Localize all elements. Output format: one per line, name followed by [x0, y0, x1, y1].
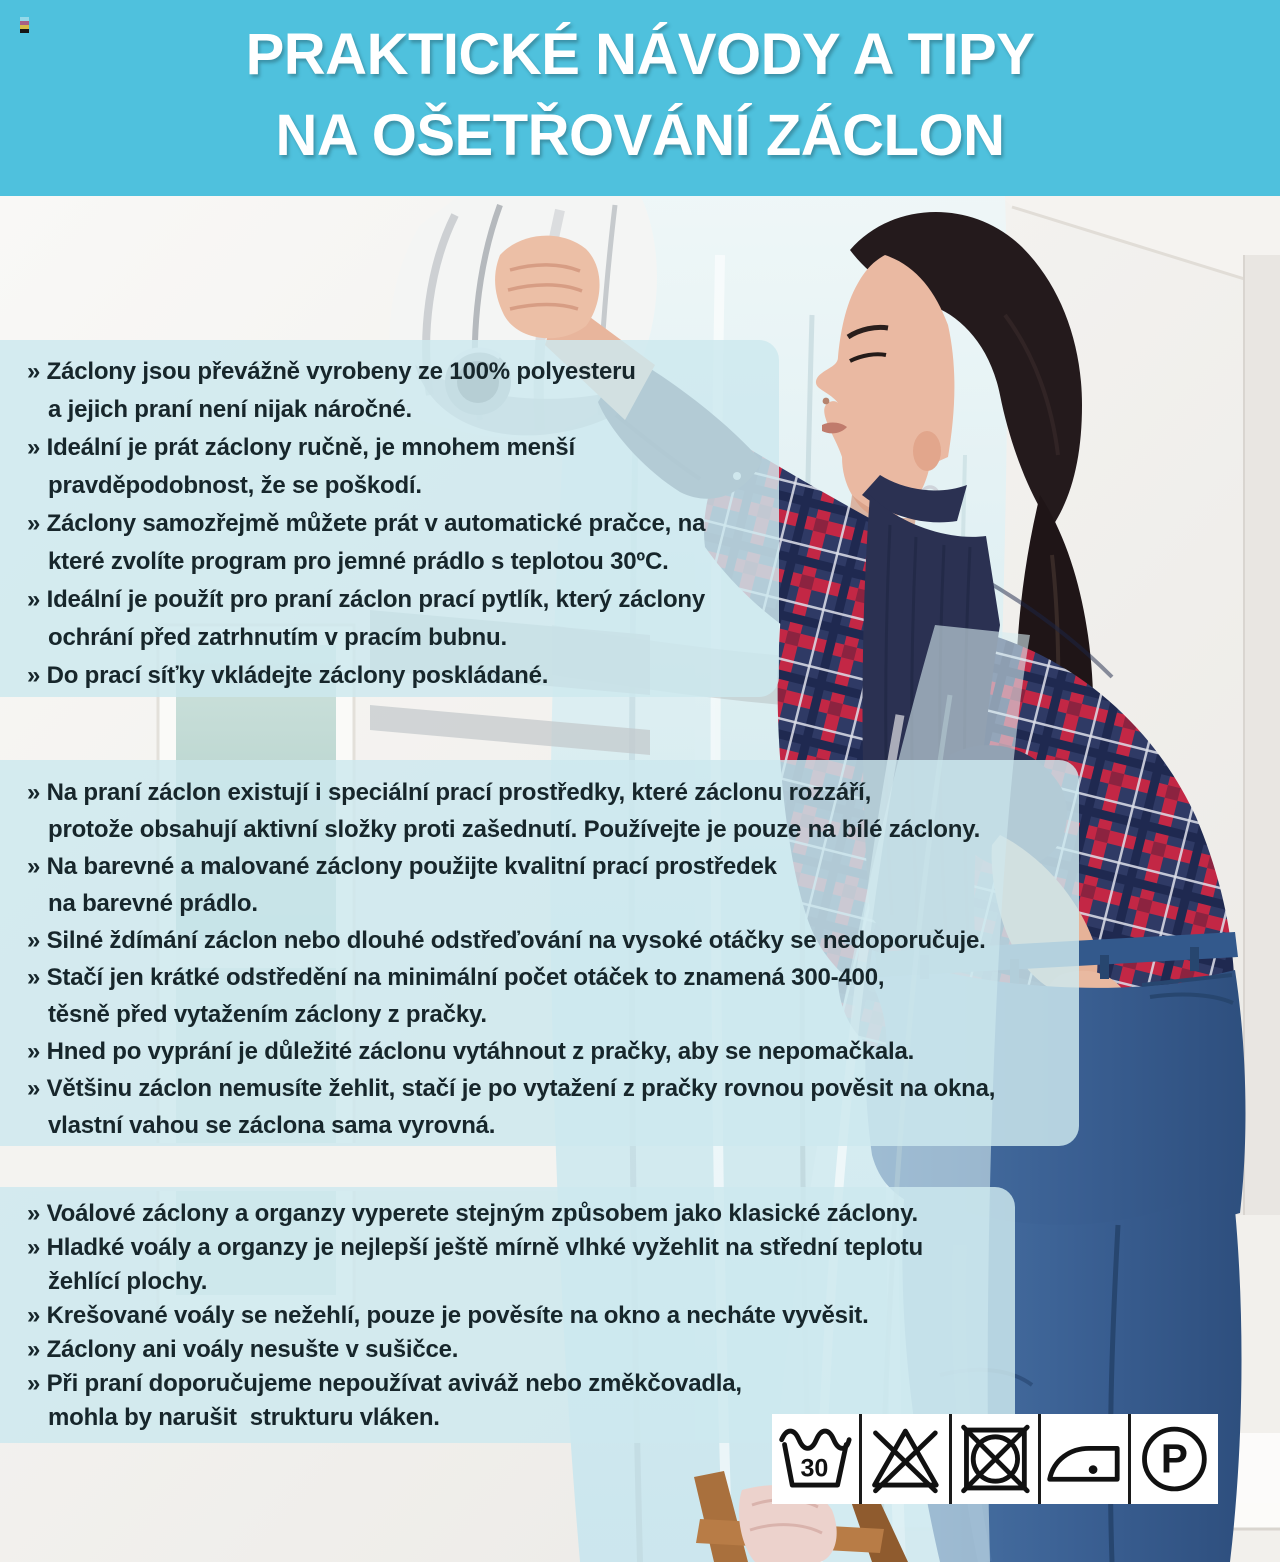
tip-line: » Záclony ani voály nesušte v sušičce. — [27, 1336, 459, 1363]
tip-line: těsně před vytažením záclony z pračky. — [48, 1001, 487, 1028]
do-not-tumble-dry-icon — [952, 1414, 1039, 1504]
hand-gripping-curtain — [495, 236, 599, 339]
tip-line: » Silné ždímání záclon nebo dlouhé odstřeďování na vysoké otáčky se nedoporučuje. — [27, 927, 986, 954]
wash-temperature-label: 30 — [800, 1454, 829, 1483]
tip-line: vlastní vahou se záclona sama vyrovná. — [48, 1112, 496, 1139]
tip-line: » Na praní záclon existují i speciální prací prostředky, které záclonu rozzáří, — [27, 779, 872, 806]
tip-line: » Záclony samozřejmě můžete prát v automatické pračce, na — [27, 510, 706, 537]
tip-line: » Na barevné a malované záclony použijte kvalitní prací prostředek — [27, 853, 777, 880]
tip-line: » Hned po vyprání je důležité záclonu vytáhnout z pračky, aby se nepomačkala. — [27, 1038, 915, 1065]
wash-30-icon — [772, 1414, 859, 1504]
tip-line: » Záclony jsou převážně vyrobeny ze 100% polyesteru — [27, 358, 636, 385]
page-title-line-1: PRAKTICKÉ NÁVODY A TIPY — [245, 22, 1035, 87]
tip-line: žehlící plochy. — [48, 1268, 208, 1295]
tip-line: » Do prací síťky vkládejte záclony poskládané. — [27, 662, 549, 689]
header-banner — [0, 0, 1280, 196]
tip-line: a jejich praní není nijak náročné. — [48, 396, 412, 423]
tip-line: » Při praní doporučujeme nepoužívat aviváž nebo změkčovadla, — [27, 1370, 742, 1397]
tip-line: pravděpodobnost, že se poškodí. — [48, 472, 422, 499]
tips-block-voile-care — [0, 1187, 1015, 1443]
tip-line: » Většinu záclon nemusíte žehlit, stačí je po vytažení z pračky rovnou pověsit na okna, — [27, 1075, 996, 1102]
tip-line: na barevné prádlo. — [48, 890, 258, 917]
tip-line: ochrání před zatrhnutím v pracím bubnu. — [48, 624, 507, 651]
page-title — [0, 0, 1280, 176]
cmyk-print-mark-icon — [20, 17, 29, 33]
tips-block-detergents-spinning — [0, 760, 1079, 1146]
tip-line: » Stačí jen krátké odstředění na minimální počet otáček to znamená 300-400, — [27, 964, 885, 991]
iron-one-dot-icon — [1041, 1414, 1128, 1504]
tip-line: které zvolíte program pro jemné prádlo s teplotou 30ºC. — [48, 548, 669, 575]
tip-line: mohla by narušit strukturu vláken. — [48, 1404, 440, 1431]
tip-line: » Ideální je použít pro praní záclon prací pytlík, který záclony — [27, 586, 706, 613]
tip-line: » Hladké voály a organzy je nejlepší ještě mírně vlhké vyžehlit na střední teplotu — [27, 1234, 923, 1261]
tips-block-washing-basics — [0, 340, 779, 697]
dry-clean-letter: P — [1161, 1435, 1189, 1482]
care-symbols-strip — [772, 1414, 1218, 1504]
tip-line: » Voálové záclony a organzy vyperete stejným způsobem jako klasické záclony. — [27, 1200, 918, 1227]
dry-clean-p-icon — [1131, 1414, 1218, 1504]
tip-line: » Ideální je prát záclony ručně, je mnohem menší — [27, 434, 575, 461]
tip-line: protože obsahují aktivní složky proti zašednutí. Používejte je pouze na bílé záclony. — [48, 816, 981, 843]
tip-line: » Krešované voály se nežehlí, pouze je pověsíte na okno a necháte vyvěsit. — [27, 1302, 869, 1329]
do-not-bleach-icon — [862, 1414, 949, 1504]
page-title-line-2: NA OŠETŘOVÁNÍ ZÁCLON — [275, 103, 1005, 168]
